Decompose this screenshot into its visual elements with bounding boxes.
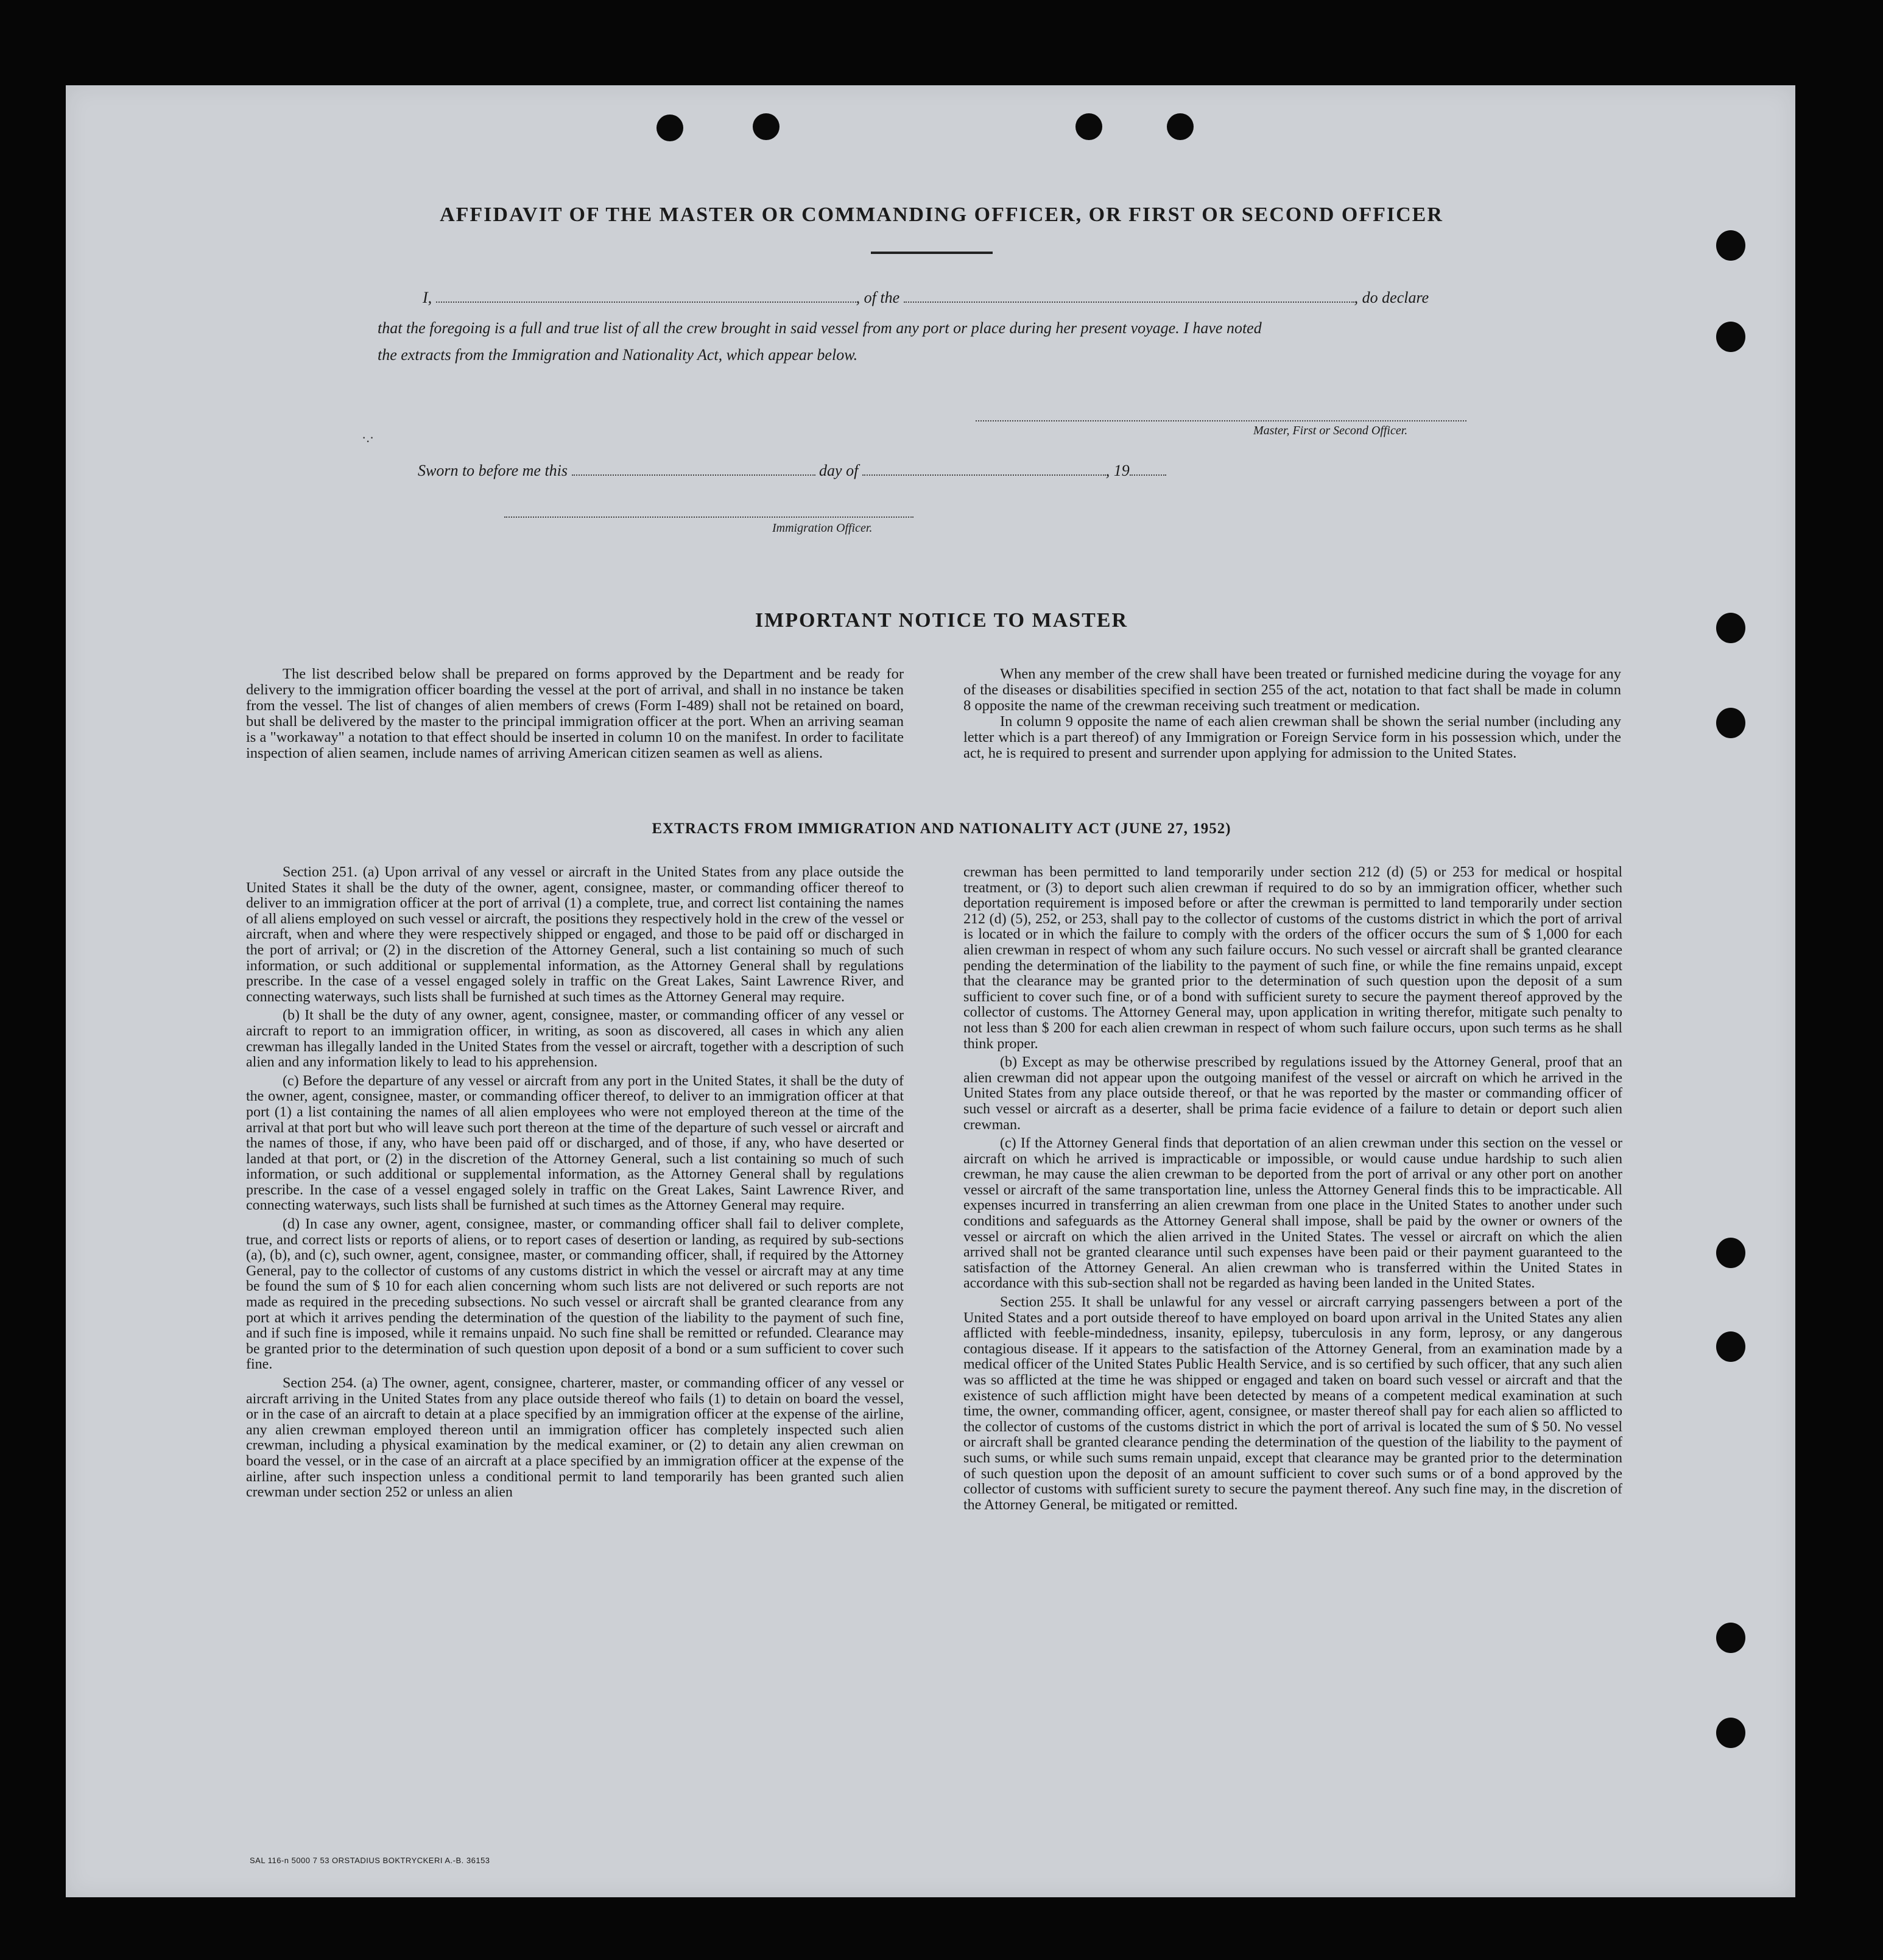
title-rule (871, 252, 993, 254)
vessel-field[interactable] (904, 291, 1354, 303)
master-signature-line[interactable] (976, 420, 1466, 421)
extract-paragraph: (c) If the Attorney General finds that deportation of an alien crewman under this section on the vessel or aircraft on which he arrived is impracticable or impossible, or would cause undue hardship to such alien crewman, he may cause the alien crewman to be deported from the port of arrival or any other port on another vessel or aircraft of the same transportation line, unless the Attorney General finds this to be impracticable. All expenses incurred in transferring an alien crewman from one place in the United States to another under such conditions and safeguards as the Attorney General shall impose, shall be paid by the owner or owners of the vessel or aircraft on which the alien arrived in the United States. The vessel or aircraft on which the alien arrived shall not be granted clearance until such expenses have been paid or their payment guaranteed to the satisfaction of the Attorney General. An alien crewman who is transferred within the United States in accordance with this sub-section shall not be regarded as having been landed in the United States. (963, 1135, 1622, 1292)
extract-paragraph: (d) In case any owner, agent, consignee, master, or commanding officer shall fail to deliver complete, true, and correct lists or reports of aliens, or to report cases of desertion or landing, as required by sub-sections (a), (b), and (c), such owner, agent, consignee, master, or commanding officer, shall, if required by the Attorney General, pay to the collector of customs of any customs district in which the vessel or aircraft may at any time be found the sum of $ 10 for each alien concerning whom such lists are not delivered or such reports are not made as required in the preceding subsections. No such vessel or aircraft shall be granted clearance from any port at which it arrives pending the determination of the question of the liability to the payment of such fine, and if such fine is imposed, while it remains unpaid. No such fine shall be remitted or refunded. Clearance may be granted prior to the determination of such question upon deposit of a bond or a sum sufficient to cover such fine. (246, 1216, 904, 1373)
punch-hole (1716, 1623, 1745, 1653)
notice-right-paragraph: When any member of the crew shall have been treated or furnished medicine during the voyage for any of the diseases or disabilities specified in section 255 of the act, notation to that fact shall be made in column 8 opposite the name of the crewman receiving such treatment or medication. (963, 666, 1621, 714)
extract-paragraph: Section 251. (a) Upon arrival of any vessel or aircraft in the United States from any place outside the United States it shall be the duty of the owner, agent, consignee, master, or commanding officer thereof to deliver to an immigration officer at the port of arrival (1) a complete, true, and correct list containing the names of all aliens employed on such vessel or aircraft, the positions they respectively hold in the crew of the vessel or aircraft, when and where they were respectively shipped or engaged, and those to be paid off or discharged in the port of arrival; or (2) in the discretion of the Attorney General, such a list containing so much of such information, or such additional or supplemental information, as the Attorney General shall by regulations prescribe. In the case of a vessel engaged solely in traffic on the Great Lakes, Saint Lawrence River, and connecting waterways, such lists shall be furnished at such times as the Attorney General may require. (246, 864, 904, 1005)
punch-hole (1716, 1718, 1745, 1748)
extracts-right-column (963, 865, 1622, 1513)
extract-paragraph: (c) Before the departure of any vessel or aircraft from any port in the United States, it shall be the duty of the owner, agent, consignee, master, or commanding officer thereof, to deliver to an immigration officer at that port (1) a list containing the names of all alien employees who were not employed thereon at the time of the arrival at that port but who will leave such port thereon at the time of the departure of such vessel or aircraft and the names of those, if any, who have been paid off or discharged, and of those, if any, who have deserted or landed at that port, or (2) in the discretion of the Attorney General, such a list containing so much of such information, or such additional or supplemental information, as the Attorney General shall by regulations prescribe. In the case of a vessel engaged solely in traffic on the Great Lakes, Saint Lawrence River, and connecting waterways, such lists shall be furnished at such times as the Attorney General may require. (246, 1073, 904, 1214)
punch-hole (1716, 322, 1745, 352)
form-footer: SAL 116-n 5000 7 53 ORSTADIUS BOKTRYCKERI A.-B. 36153 (250, 1856, 490, 1865)
officer-signature-line[interactable] (504, 516, 913, 518)
notice-left-paragraph: The list described below shall be prepared on forms approved by the Department and be ready for delivery to the immigration officer boarding the vessel at the port of arrival, and shall in no instance be taken from the vessel. The list of changes of alien members of crews (Form I-489) shall not be retained on board, but shall be delivered by the master to the principal immigration officer at the port. When an arriving seaman is a "workaway" a notation to that effect should be inserted in column 10 on the manifest. In order to facilitate inspection of alien seamen, include names of arriving American citizen seamen as well as aliens. (246, 666, 904, 761)
extracts-title: EXTRACTS FROM IMMIGRATION AND NATIONALITY ACT (JUNE 27, 1952) (652, 820, 1231, 837)
name-field[interactable] (436, 291, 856, 303)
declaration-line-2: that the foregoing is a full and true list of all the crew brought in said vessel from any port or place during her present voyage. I have noted (378, 319, 1262, 337)
declaration-end: , do declare (1354, 289, 1429, 306)
extract-paragraph: (b) Except as may be otherwise prescribed by regulations issued by the Attorney General, proof that an alien crewman did not appear upon the outgoing manifest of the vessel or aircraft on which he arrived in the United States from any place outside thereof, or that he was reported by the master or commanding officer of such vessel or aircraft as a deserter, shall be prima facie evidence of a failure to detain or deport such alien crewman. (963, 1054, 1622, 1133)
punch-hole (1716, 1238, 1745, 1268)
affidavit-title: AFFIDAVIT OF THE MASTER OR COMMANDING OFFICER, OR FIRST OR SECOND OFFICER (440, 203, 1443, 226)
sworn-day-of: day of (819, 462, 859, 479)
extract-paragraph: Section 254. (a) The owner, agent, consignee, charterer, master, or commanding officer of any vessel or aircraft arriving in the United States from any place outside thereof who fails (1) to detain on board the vessel, or in the case of an aircraft to detain at a place specified by an immigration officer at the expense of the airline, any alien crewman employed thereon until an immigration officer has completely inspected such alien crewman, including a physical examination by the medical examiner, or (2) to detain any alien crewman on board the vessel, or in the case of an aircraft at a place specified by an immigration officer at the expense of the airline, after such inspection unless a conditional permit to land temporarily has been granted such alien crewman under section 252 or unless an alien (246, 1375, 904, 1501)
notice-right-paragraph: In column 9 opposite the name of each alien crewman shall be shown the serial number (including any letter which is a part thereof) of any Immigration or Foreign Service form in his possession which, under the act, he is required to present and surrender upon applying for admission to the United States. (963, 713, 1621, 761)
notice-title: IMPORTANT NOTICE TO MASTER (755, 609, 1128, 632)
notice-left-column (246, 666, 904, 761)
declaration-of-the: , of the (856, 289, 900, 306)
sworn-year-prefix: , 19 (1105, 462, 1130, 479)
sworn-day-field[interactable] (572, 464, 815, 476)
punch-hole (753, 113, 780, 140)
sworn-start: Sworn to before me this (418, 462, 568, 479)
sworn-month-field[interactable] (862, 464, 1106, 476)
punch-hole (1716, 230, 1745, 261)
punch-hole (1075, 113, 1102, 140)
declaration-start: I, (423, 289, 432, 306)
sworn-line (418, 462, 1166, 480)
extract-paragraph: Section 255. It shall be unlawful for any vessel or aircraft carrying passengers between a port of the United States and a port outside thereof to have employed on board upon arrival in the United States any alien afflicted with feeble-mindedness, insanity, epilepsy, tuberculosis in any form, leprosy, or any dangerous contagious disease. If it appears to the satisfaction of the Attorney General, from an examination made by a medical officer of the United States Public Health Service, and is so certified by such officer, that any such alien was so afflicted at the time he was shipped or engaged and taken on board such vessel or aircraft and that the existence of such affliction might have been detected by means of a competent medical examination at such time, the owner, commanding officer, agent, consignee, or master thereof shall pay for each alien so afflicted to the collector of customs of the customs district in which the port of arrival is located the sum of $ 50. No vessel or aircraft shall be granted clearance pending the determination of the question of the liability to the payment of such sums, or while such sums remain unpaid, except that clearance may be granted prior to the determination of such question upon the deposit of an amount sufficient to cover such sums or of a bond approved by the collector of customs with sufficient surety to secure the payment thereof. Any such fine may, in the discretion of the Attorney General, be mitigated or remitted. (963, 1294, 1622, 1513)
declaration-line-3: the extracts from the Immigration and Nationality Act, which appear below. (378, 346, 858, 364)
officer-signature-caption: Immigration Officer. (772, 521, 873, 535)
declaration-line-1 (423, 289, 1429, 307)
punch-hole (1716, 1331, 1745, 1362)
master-signature-caption: Master, First or Second Officer. (1253, 424, 1408, 437)
extracts-left-column (246, 865, 904, 1501)
sworn-year-field[interactable] (1130, 464, 1166, 476)
punch-hole (1716, 708, 1745, 738)
punch-hole (656, 115, 683, 141)
extract-paragraph: (b) It shall be the duty of any owner, agent, consignee, master, or commanding officer of any vessel or aircraft to report to an immigration officer, in writing, as soon as discovered, all cases in which any alien crewman has illegally landed in the United States from the vessel or aircraft, together with a description of such alien and any information likely to lead to his apprehension. (246, 1007, 904, 1071)
stray-mark: ·.· (362, 430, 375, 445)
punch-hole (1167, 113, 1194, 140)
extract-paragraph: crewman has been permitted to land temporarily under section 212 (d) (5) or 253 for medical or hospital treatment, or (3) to deport such alien crewman if required to do so by an immigration officer, whether such deportation requirement is imposed before or after the crewman is permitted to land temporarily under section 212 (d) (5), 252, or 253, shall pay to the collector of customs of the customs district in which the port of arrival is located or in which the failure to comply with the orders of the officer occurs the sum of $ 1,000 for each alien crewman in respect of whom any such failure occurs. No such vessel or aircraft shall be granted clearance pending the determination of the liability to the payment of such fine, or while the fine remains unpaid, except that the clearance may be granted prior to the determination of such question upon the deposit of a sum sufficient to cover such fine, or of a bond with sufficient surety to secure the payment thereof approved by the collector of customs. The Attorney General may, upon application in writing therefor, mitigate such penalty to not less than $ 200 for each alien crewman in respect of whom such failure occurs, upon such terms as he shall think proper. (963, 864, 1622, 1052)
notice-right-column (963, 666, 1621, 761)
